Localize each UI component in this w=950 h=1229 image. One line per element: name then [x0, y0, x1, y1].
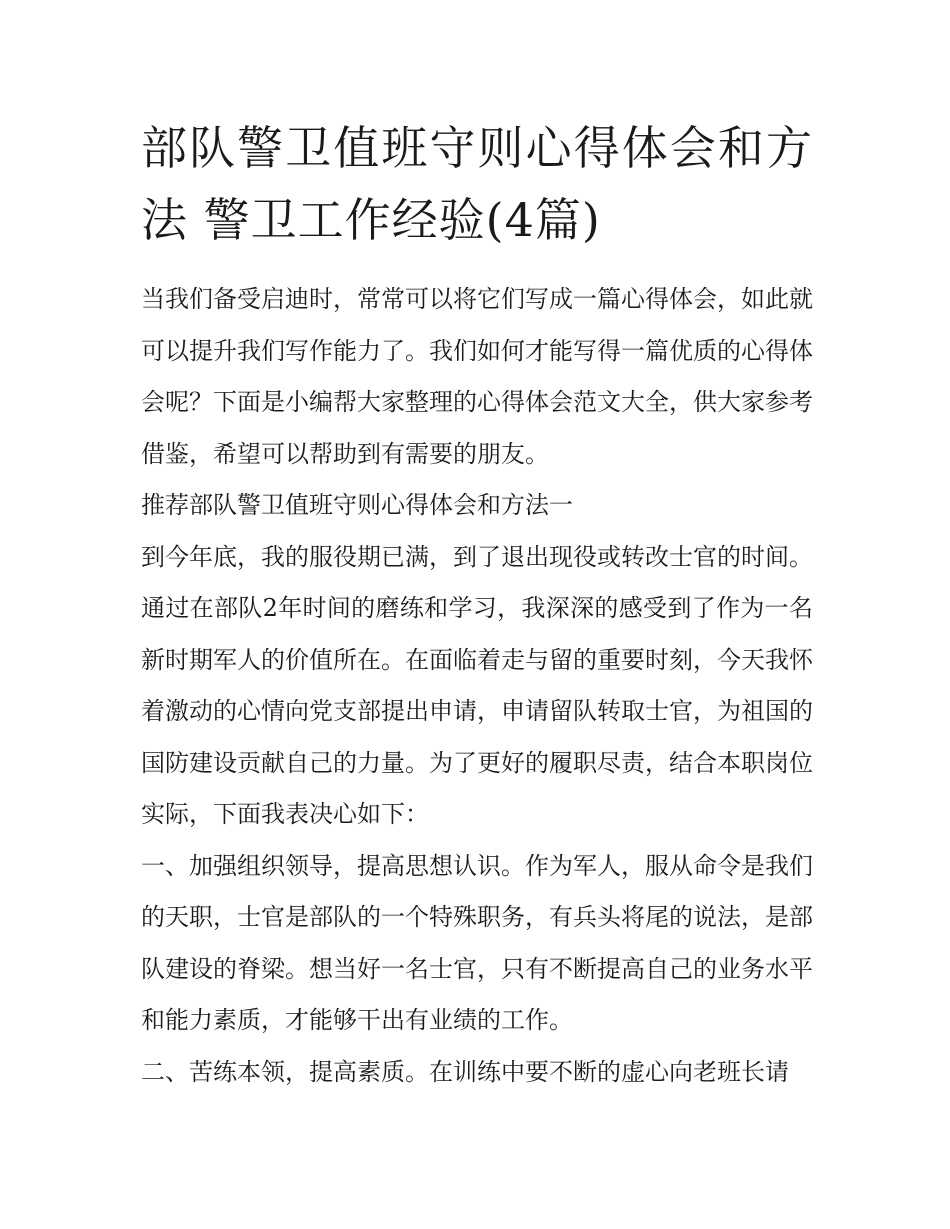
- body-paragraph: 一、加强组织领导，提高思想认识。作为军人，服从命令是我们的天职，士官是部队的一个特殊职务，有兵头将尾的说法，是部队建设的脊梁。想当好一名士官，只有不断提高自己的业务水平和能力素质，才能够干出有业绩的工作。: [141, 851, 813, 1034]
- section-heading: 推荐部队警卫值班守则心得体会和方法一: [141, 491, 573, 519]
- body-paragraph: 二、苦练本领，提高素质。在训练中要不断的虚心向老班长请: [141, 1057, 789, 1086]
- document-body: [141, 112, 813, 1098]
- body-paragraph: 到今年底，我的服役期已满，到了退出现役或转改士官的时间。通过在部队2年时间的磨练和学习，我深深的感受到了作为一名新时期军人的价值所在。在面临着走与留的重要时刻，今天我怀着激动的心情向党支部提出申请，申请留队转取士官，为祖国的国防建设贡献自己的力量。为了更好的履职尽责，结合本职岗位实际，下面我表决心如下：: [141, 542, 813, 828]
- document-title: 部队警卫值班守则心得体会和方法 警卫工作经验(4篇): [141, 121, 813, 247]
- intro-paragraph: 当我们备受启迪时，常常可以将它们写成一篇心得体会，如此就可以提升我们写作能力了。我们如何才能写得一篇优质的心得体会呢？下面是小编帮大家整理的心得体会范文大全，供大家参考借鉴，希望可以帮助到有需要的朋友。: [141, 285, 813, 468]
